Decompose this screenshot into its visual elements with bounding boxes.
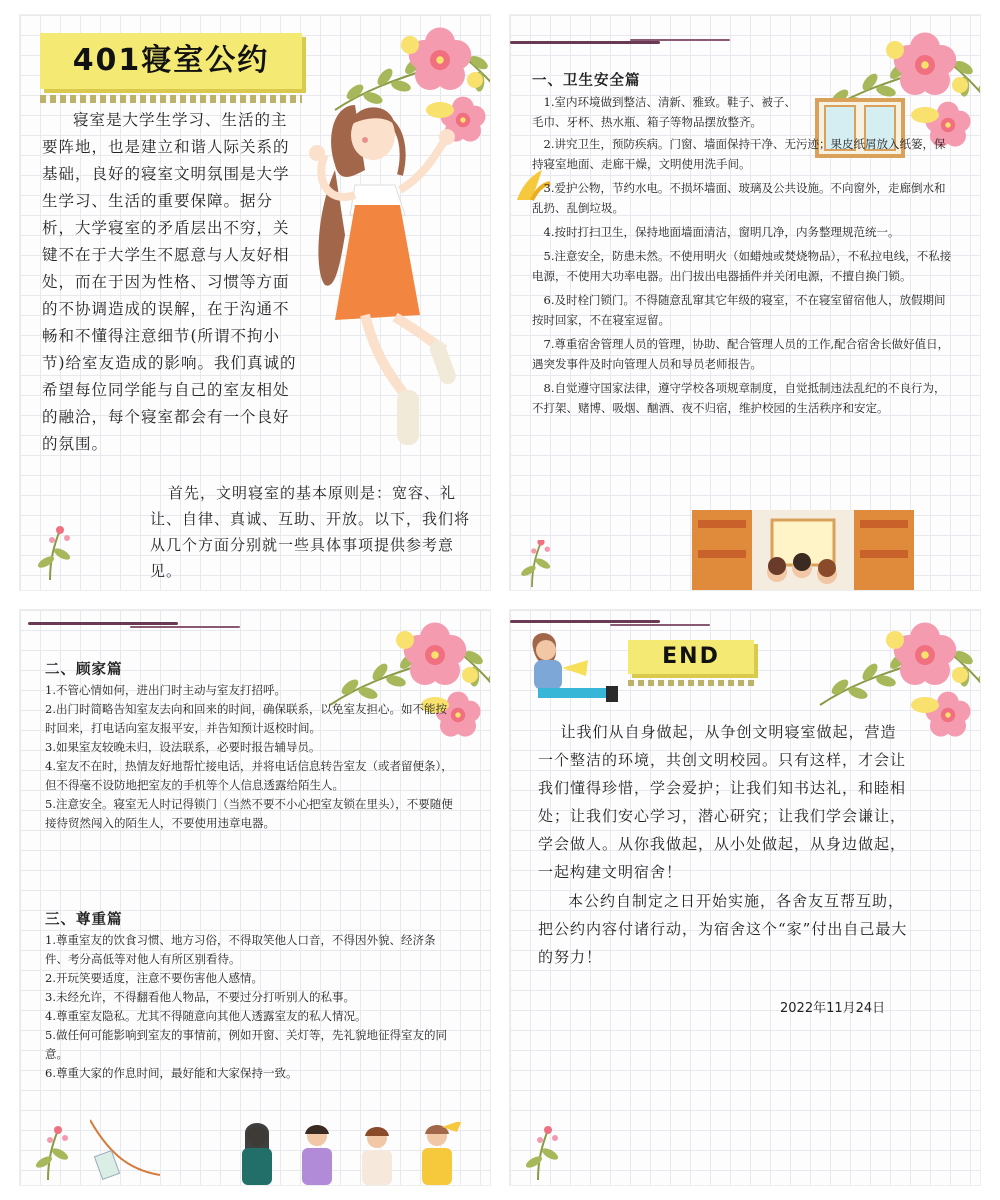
rule-list bbox=[45, 931, 455, 1083]
brush-stroke bbox=[630, 39, 730, 41]
sprig-icon bbox=[518, 1122, 578, 1185]
brush-stroke bbox=[510, 41, 660, 44]
banner-stripes bbox=[40, 95, 302, 103]
list-item: 3.未经允许，不得翻看他人物品，不要过分打听别人的私事。 bbox=[45, 990, 355, 1004]
list-item: 1.室内环境做到整洁、清新、雅致。鞋子、被子、毛巾、牙杯、热水瓶、箱子等物品摆放整齐。 bbox=[532, 95, 796, 129]
page-1 bbox=[20, 15, 490, 590]
page-3 bbox=[20, 610, 490, 1185]
hygiene-safety-section bbox=[532, 69, 952, 418]
list-item: 2.讲究卫生，预防疾病。门窗、墙面保持干净、无污迹；果皮纸屑放入纸篓，保持寝室地面、走廊干燥，文明使用洗手间。 bbox=[532, 137, 946, 171]
page-4 bbox=[510, 610, 980, 1185]
page-title: 401寝室公约 bbox=[72, 43, 270, 78]
end-banner bbox=[628, 640, 754, 674]
date-label: 2022年11月24日 bbox=[780, 1001, 886, 1016]
rule-list bbox=[532, 92, 952, 418]
string-decoration-icon bbox=[90, 1115, 160, 1185]
sprig-icon bbox=[518, 540, 568, 590]
page-2 bbox=[510, 15, 980, 590]
list-item: 4.按时打扫卫生，保持地面墙面清洁，窗明几净，内务整理规范统一。 bbox=[543, 225, 900, 239]
list-item: 2.出门时简略告知室友去向和回来的时间，确保联系，以免室友担心。如不能按时回来，打电话向室友报平安，并告知预计返校时间。 bbox=[45, 702, 447, 735]
list-item: 7.尊重宿舍管理人员的管理，协助、配合管理人员的工作,配合宿舍长做好值日，遇突发事件及时向管理人员和导员老师报告。 bbox=[532, 337, 950, 371]
brush-stroke bbox=[130, 626, 240, 628]
list-item: 1.不管心情如何，进出门时主动与室友打招呼。 bbox=[45, 683, 286, 697]
list-item: 8.自觉遵守国家法律，遵守学校各项规章制度，自觉抵制违法乱纪的不良行为，不打架、赌博、吸烟、酗酒、夜不归宿，维护校园的生活秩序和安定。 bbox=[532, 381, 946, 415]
care-section bbox=[45, 658, 455, 833]
principle-paragraph: 首先，文明寝室的基本原则是：宽容、礼让、自律、真诚、互助、开放。以下，我们将从几个方面分别就一些具体事项提供参考意见。 bbox=[150, 484, 471, 580]
list-item: 1.尊重室友的饮食习惯、地方习俗，不得取笑他人口音，不得因外貌、经济条件、考分高低等对他人有所区别看待。 bbox=[45, 933, 436, 966]
brush-stroke bbox=[28, 622, 178, 625]
dorm-illustration-icon bbox=[692, 510, 914, 590]
section-heading: 二、顾家篇 bbox=[45, 661, 123, 678]
title-banner bbox=[40, 33, 302, 89]
reading-girl-icon bbox=[518, 628, 628, 708]
list-item: 2.开玩笑要适度，注意不要伤害他人感情。 bbox=[45, 971, 263, 985]
brush-stroke bbox=[610, 624, 710, 626]
implementation-paragraph: 本公约自制定之日开始实施，各舍友互帮互助，把公约内容付诸行动，为宿舍这个“家”付出自己最大的努力！ bbox=[538, 892, 908, 966]
sprig-icon bbox=[28, 1122, 88, 1185]
list-item: 4.尊重室友隐私。尤其不得随意向其他人透露室友的私人情况。 bbox=[45, 1009, 367, 1023]
section-heading: 三、尊重篇 bbox=[45, 911, 123, 928]
section-heading: 一、卫生安全篇 bbox=[532, 72, 641, 89]
list-item: 3.如果室友较晚未归，设法联系，必要时报告辅导员。 bbox=[45, 740, 321, 754]
respect-section bbox=[45, 908, 455, 1083]
banner-stripes bbox=[628, 680, 754, 686]
brush-stroke bbox=[510, 620, 660, 623]
list-item: 3.爱护公物，节约水电。不损坏墙面、玻璃及公共设施。不向窗外，走廊倒水和乱扔、乱倒垃圾。 bbox=[532, 181, 946, 215]
friends-illustration-icon bbox=[232, 1122, 482, 1185]
list-item: 6.尊重大家的作息时间，最好能和大家保持一致。 bbox=[45, 1066, 298, 1080]
end-title: END bbox=[662, 644, 720, 669]
list-item: 6.及时栓门锁门。不得随意乱窜其它年级的寝室，不在寝室留宿他人，放假期间按时回家，不在寝室逗留。 bbox=[532, 293, 946, 327]
list-item: 4.室友不在时，热情友好地帮忙接电话，并将电话信息转告室友（或者留便条），但不得毫不设防地把室友的手机等个人信息透露给陌生人。 bbox=[45, 759, 453, 792]
girl-illustration-icon bbox=[295, 95, 465, 475]
list-item: 5.注意安全。寝室无人时记得锁门（当然不要不小心把室友锁在里头），不要随便接待贸然闯入的陌生人，不要使用违章电器。 bbox=[45, 797, 453, 830]
sprig-icon bbox=[30, 520, 90, 590]
list-item: 5.做任何可能影响到室友的事情前，例如开窗、关灯等，先礼貌地征得室友的同意。 bbox=[45, 1028, 447, 1061]
rule-list bbox=[45, 681, 455, 833]
list-item: 5.注意安全，防患未然。不使用明火（如蜡烛或焚烧物品），不私拉电线，不私接电源，不使用大功率电器。出门拔出电器插件并关闭电源，不擅自换门锁。 bbox=[532, 249, 952, 283]
intro-paragraph: 寝室是大学生学习、生活的主要阵地，也是建立和谐人际关系的基础，良好的寝室文明氛围是大学生学习、生活的重要保障。据分析，大学寝室的矛盾层出不穷，关键不在于大学生不愿意与人友好相处，而在于因为性格、习惯等方面的不协调造成的误解，在于沟通不畅和不懂得注意细节(所谓不拘小节)给室友造成的影响。我们真诚的希望每位同学能与自己的室友相处的融洽，每个寝室都会有一个良好的氛围。 bbox=[42, 111, 297, 453]
closing-paragraph: 让我们从自身做起，从争创文明寝室做起，营造一个整洁的环境，共创文明校园。只有这样，才会让我们懂得珍惜，学会爱护；让我们知书达礼，和睦相处；让我们安心学习，潜心研究；让我们学会谦让，学会做人。从你我做起，从小处做起，从身边做起，一起构建文明宿舍！ bbox=[538, 723, 907, 881]
